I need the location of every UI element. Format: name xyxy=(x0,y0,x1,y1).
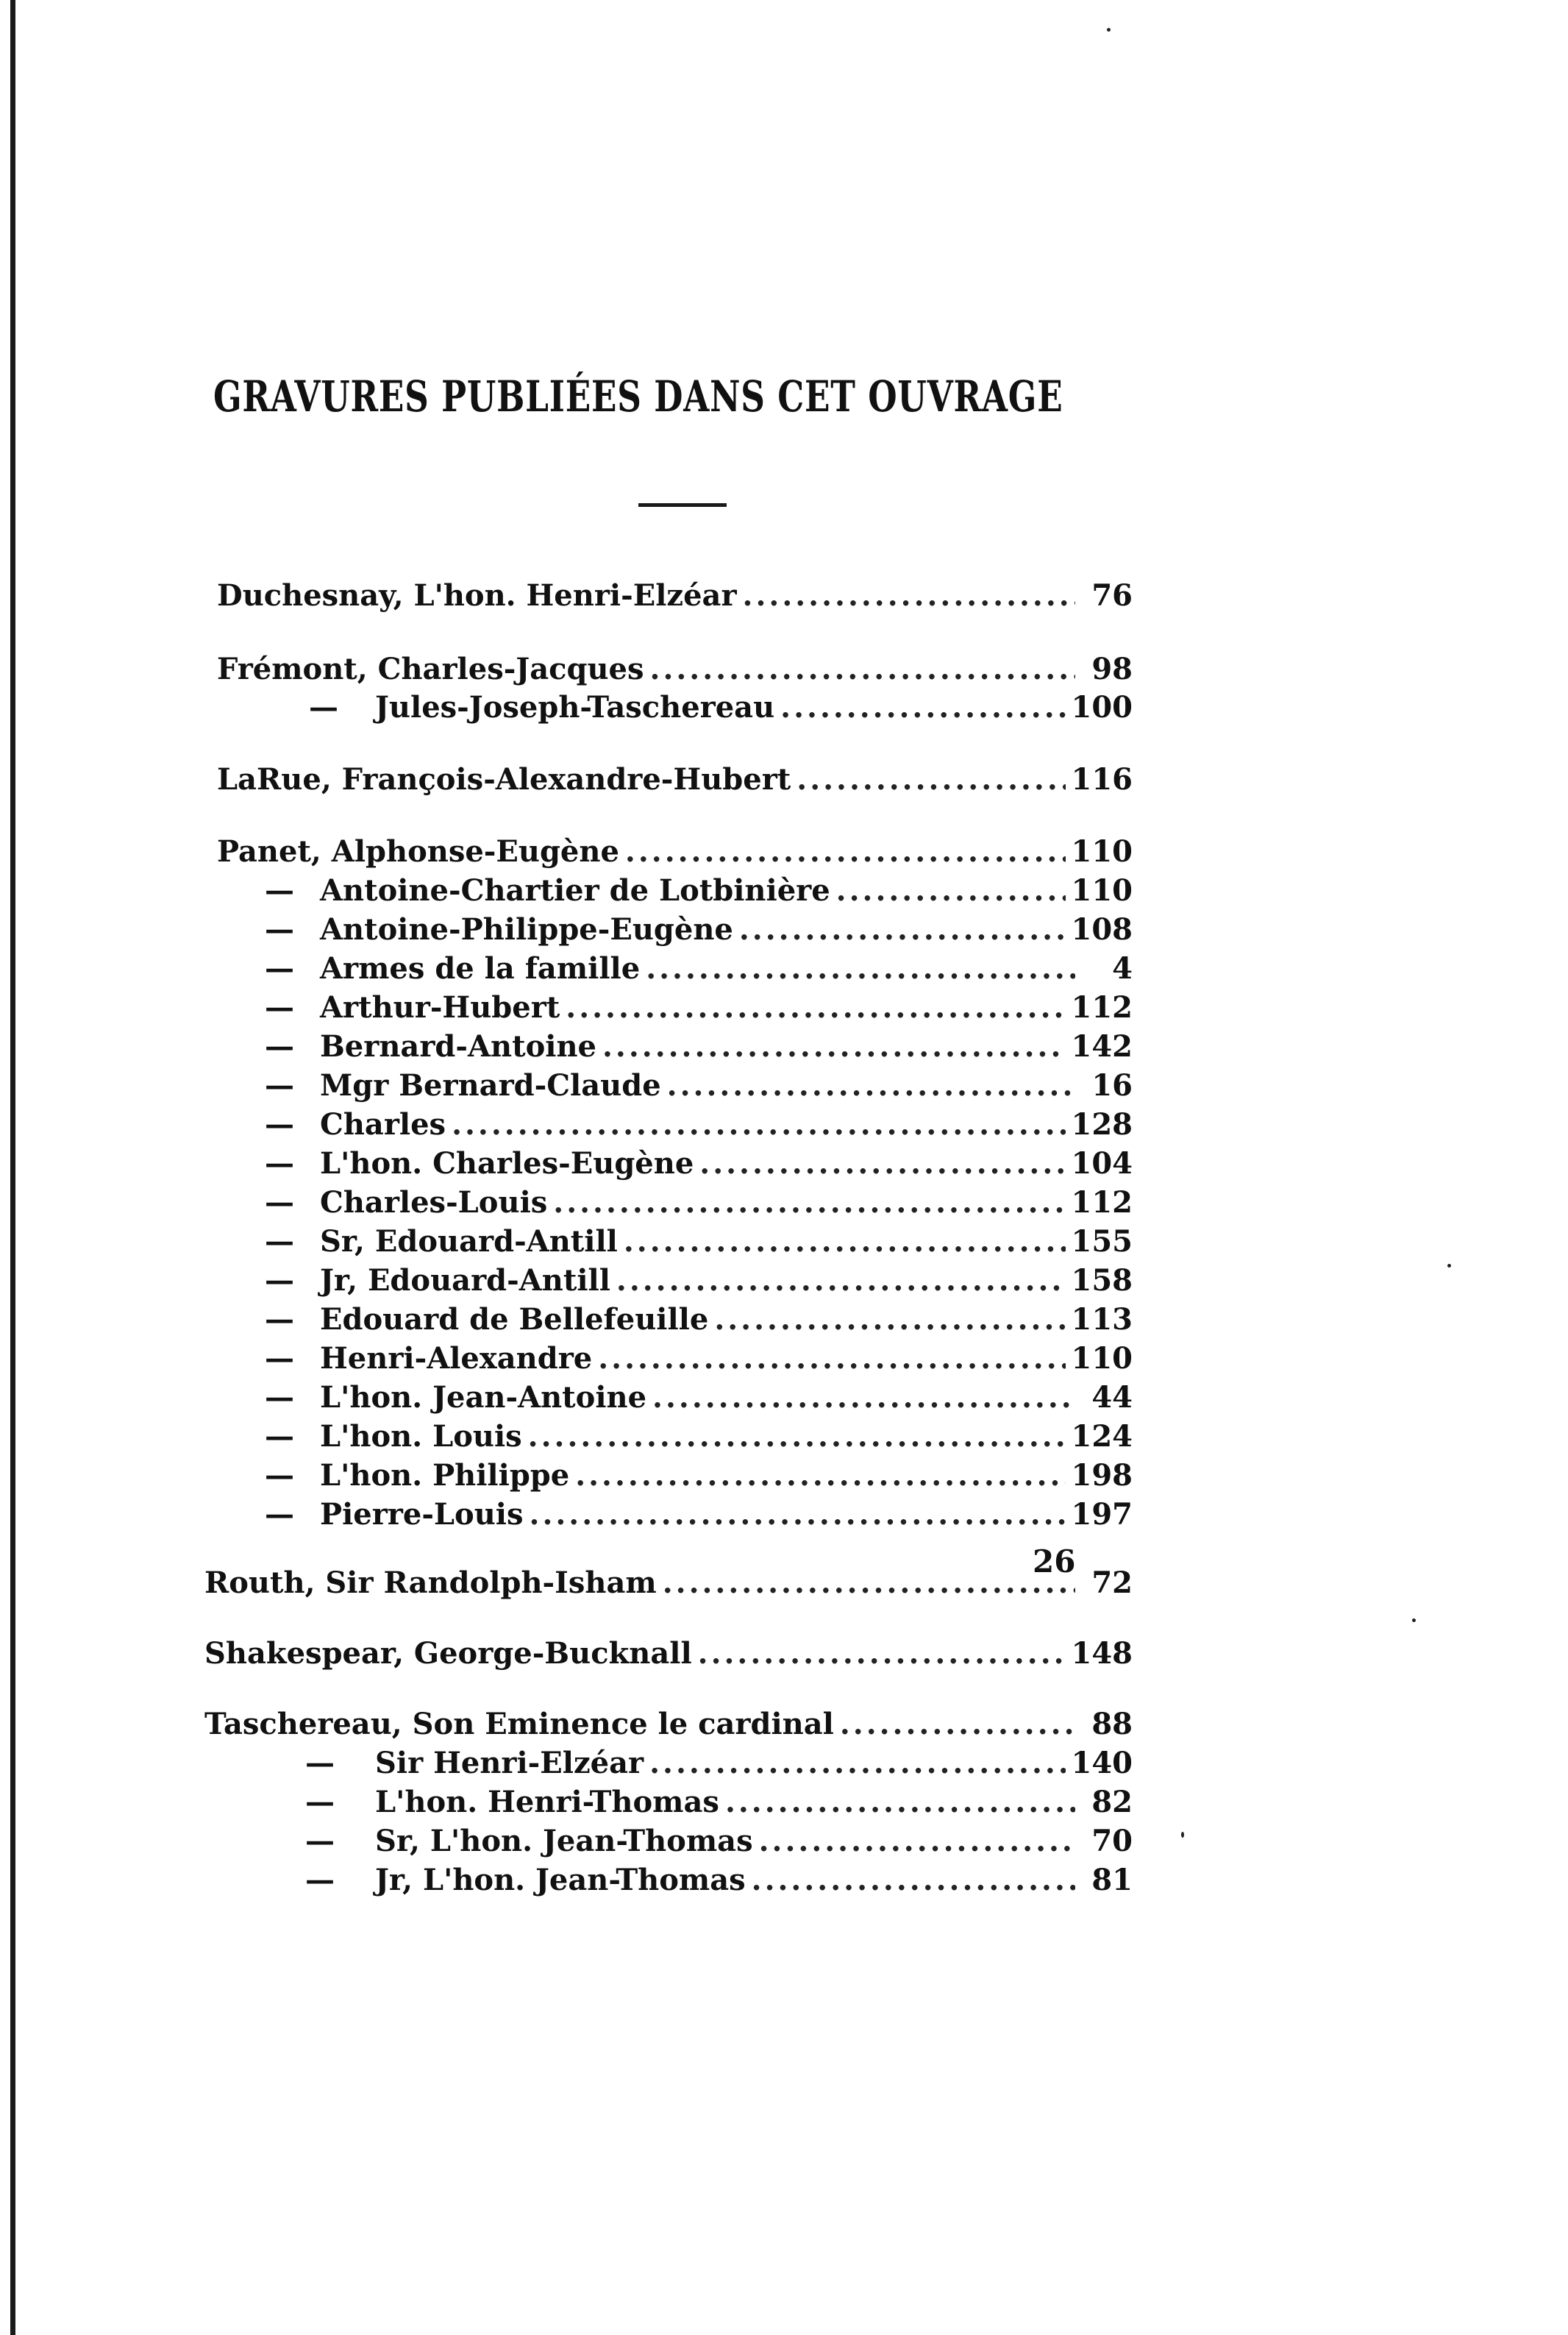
list-item xyxy=(239,912,1133,952)
ditto-dash: — xyxy=(265,1107,294,1142)
list-item xyxy=(239,1107,1133,1147)
entry-page: 112 xyxy=(1071,1185,1133,1220)
dot-leader xyxy=(652,1380,1075,1415)
ditto-dash: — xyxy=(265,1341,294,1376)
entry-page: 104 xyxy=(1071,1146,1133,1181)
speck-mark xyxy=(1447,1264,1451,1268)
speck-mark xyxy=(1107,28,1111,32)
ditto-dash: — xyxy=(309,690,338,725)
entry-page: 148 xyxy=(1071,1636,1133,1671)
entry-name: Arthur-Hubert xyxy=(320,990,560,1025)
title-divider xyxy=(638,503,727,507)
entry-name: Sr, Edouard-Antill xyxy=(320,1224,618,1259)
entry-page: 110 xyxy=(1071,834,1133,869)
entry-name: L'hon. Philippe xyxy=(320,1458,570,1493)
ditto-dash: — xyxy=(265,1419,294,1454)
ditto-dash: — xyxy=(265,1068,294,1103)
entry-page: 128 xyxy=(1071,1107,1133,1142)
ditto-dash: — xyxy=(305,1863,335,1897)
entry-name: Antoine-Philippe-Eugène xyxy=(320,912,733,947)
entry-page: 155 xyxy=(1071,1224,1133,1259)
ditto-dash: — xyxy=(305,1824,335,1858)
dot-leader xyxy=(528,1419,1066,1454)
entry-name: Sr, L'hon. Jean-Thomas xyxy=(375,1824,753,1858)
entry-page: 72 xyxy=(1091,1565,1133,1600)
entry-page: 124 xyxy=(1071,1419,1133,1454)
ditto-dash: — xyxy=(265,1497,294,1532)
entry-name: Frémont, Charles-Jacques xyxy=(217,652,644,686)
entry-name: Bernard-Antoine xyxy=(320,1029,596,1064)
list-item xyxy=(272,690,1133,730)
entry-page: 4 xyxy=(1112,951,1133,986)
entry-page: 110 xyxy=(1071,873,1133,908)
entry-page: 70 xyxy=(1091,1824,1133,1858)
dot-leader xyxy=(797,762,1065,797)
entry-page: 16 xyxy=(1091,1068,1133,1103)
entry-name: Panet, Alphonse-Eugène xyxy=(217,834,619,869)
dot-leader xyxy=(575,1458,1065,1493)
entry-name: L'hon. Louis xyxy=(320,1419,522,1454)
dot-leader xyxy=(616,1263,1066,1298)
dot-leader xyxy=(625,834,1066,869)
ditto-dash: — xyxy=(265,1263,294,1298)
dot-leader xyxy=(530,1497,1066,1532)
entry-name: LaRue, François-Alexandre-Hubert xyxy=(217,762,791,797)
entry-page: 158 xyxy=(1071,1263,1133,1298)
entry-name: L'hon. Henri-Thomas xyxy=(375,1785,719,1819)
list-item xyxy=(239,1146,1133,1186)
list-item xyxy=(239,1419,1133,1459)
ditto-dash: — xyxy=(265,912,294,947)
page-number: 26 xyxy=(1033,1543,1076,1579)
entry-page: 140 xyxy=(1071,1746,1133,1780)
dot-leader xyxy=(649,1746,1065,1780)
dot-leader xyxy=(725,1785,1075,1819)
dot-leader xyxy=(699,1146,1065,1181)
dot-leader xyxy=(739,912,1066,947)
entry-page: 108 xyxy=(1071,912,1133,947)
entry-page: 44 xyxy=(1091,1380,1133,1415)
entry-name: Antoine-Chartier de Lotbinière xyxy=(320,873,830,908)
dot-leader xyxy=(452,1107,1065,1142)
list-item xyxy=(217,834,1133,874)
list-item xyxy=(204,1636,1133,1676)
entry-name: Charles-Louis xyxy=(320,1185,548,1220)
entry-page: 81 xyxy=(1091,1863,1133,1897)
entry-name: Henri-Alexandre xyxy=(320,1341,593,1376)
list-item xyxy=(265,1824,1133,1863)
list-item xyxy=(217,652,1133,692)
entry-page: 142 xyxy=(1071,1029,1133,1064)
speck-mark xyxy=(1181,1832,1184,1838)
list-item xyxy=(265,1785,1133,1824)
entry-name: Edouard de Bellefeuille xyxy=(320,1302,709,1337)
dot-leader xyxy=(663,1565,1075,1600)
dot-leader xyxy=(698,1636,1066,1671)
ditto-dash: — xyxy=(265,951,294,986)
dot-leader xyxy=(646,951,1075,986)
entry-name: L'hon. Charles-Eugène xyxy=(320,1146,694,1181)
ditto-dash: — xyxy=(305,1785,335,1819)
list-item xyxy=(217,762,1133,802)
entry-name: Jr, Edouard-Antill xyxy=(320,1263,610,1298)
dot-leader xyxy=(624,1224,1066,1259)
entry-page: 113 xyxy=(1071,1302,1133,1337)
list-item xyxy=(239,1029,1133,1069)
entry-name: Sir Henri-Elzéar xyxy=(375,1746,644,1780)
ditto-dash: — xyxy=(305,1746,335,1780)
list-item xyxy=(239,1224,1133,1264)
dot-leader xyxy=(650,652,1075,686)
dot-leader xyxy=(714,1302,1065,1337)
list-item xyxy=(239,1380,1133,1420)
list-item xyxy=(239,873,1133,913)
entry-page: 98 xyxy=(1091,652,1133,686)
entry-page: 116 xyxy=(1071,762,1133,797)
entry-name: Jules-Joseph-Taschereau xyxy=(375,690,775,725)
entry-page: 88 xyxy=(1091,1707,1133,1741)
list-item xyxy=(239,1068,1133,1108)
ditto-dash: — xyxy=(265,1224,294,1259)
dot-leader xyxy=(840,1707,1075,1741)
list-item xyxy=(239,1497,1133,1537)
entry-page: 197 xyxy=(1071,1497,1133,1532)
entry-name: Armes de la famille xyxy=(320,951,641,986)
entry-page: 110 xyxy=(1071,1341,1133,1376)
ditto-dash: — xyxy=(265,1458,294,1493)
dot-leader xyxy=(743,578,1075,613)
entry-page: 198 xyxy=(1071,1458,1133,1493)
list-item xyxy=(204,1565,1133,1605)
speck-mark xyxy=(1412,1618,1416,1622)
entry-page: 112 xyxy=(1071,990,1133,1025)
ditto-dash: — xyxy=(265,990,294,1025)
dot-leader xyxy=(598,1341,1065,1376)
list-item xyxy=(239,951,1133,991)
entry-name: Shakespear, George-Bucknall xyxy=(204,1636,692,1671)
list-item xyxy=(239,1302,1133,1342)
ditto-dash: — xyxy=(265,1380,294,1415)
ditto-dash: — xyxy=(265,1302,294,1337)
list-item xyxy=(239,1458,1133,1498)
list-item xyxy=(265,1746,1133,1785)
list-item xyxy=(239,1185,1133,1225)
entry-name: Duchesnay, L'hon. Henri-Elzéar xyxy=(217,578,737,613)
dot-leader xyxy=(836,873,1066,908)
dot-leader xyxy=(667,1068,1075,1103)
list-item xyxy=(204,1707,1133,1746)
page-title: GRAVURES PUBLIÉES DANS CET OUVRAGE xyxy=(213,372,1063,422)
entry-name: L'hon. Jean-Antoine xyxy=(320,1380,647,1415)
dot-leader xyxy=(553,1185,1065,1220)
left-margin-rule xyxy=(10,0,15,2335)
ditto-dash: — xyxy=(265,1146,294,1181)
entry-page: 82 xyxy=(1091,1785,1133,1819)
entry-page: 76 xyxy=(1091,578,1133,613)
entry-name: Mgr Bernard-Claude xyxy=(320,1068,661,1103)
list-item xyxy=(265,1863,1133,1902)
entry-page: 100 xyxy=(1071,690,1133,725)
entry-name: Taschereau, Son Eminence le cardinal xyxy=(204,1707,834,1741)
entry-name: Pierre-Louis xyxy=(320,1497,524,1532)
dot-leader xyxy=(780,690,1065,725)
list-item xyxy=(217,578,1133,618)
dot-leader xyxy=(602,1029,1066,1064)
list-item xyxy=(239,990,1133,1030)
ditto-dash: — xyxy=(265,1185,294,1220)
dot-leader xyxy=(566,990,1065,1025)
ditto-dash: — xyxy=(265,873,294,908)
dot-leader xyxy=(752,1863,1075,1897)
ditto-dash: — xyxy=(265,1029,294,1064)
list-item xyxy=(239,1341,1133,1381)
list-item xyxy=(239,1263,1133,1303)
entry-name: Charles xyxy=(320,1107,446,1142)
entry-name: Jr, L'hon. Jean-Thomas xyxy=(375,1863,746,1897)
dot-leader xyxy=(759,1824,1075,1858)
entry-name: Routh, Sir Randolph-Isham xyxy=(204,1565,657,1600)
